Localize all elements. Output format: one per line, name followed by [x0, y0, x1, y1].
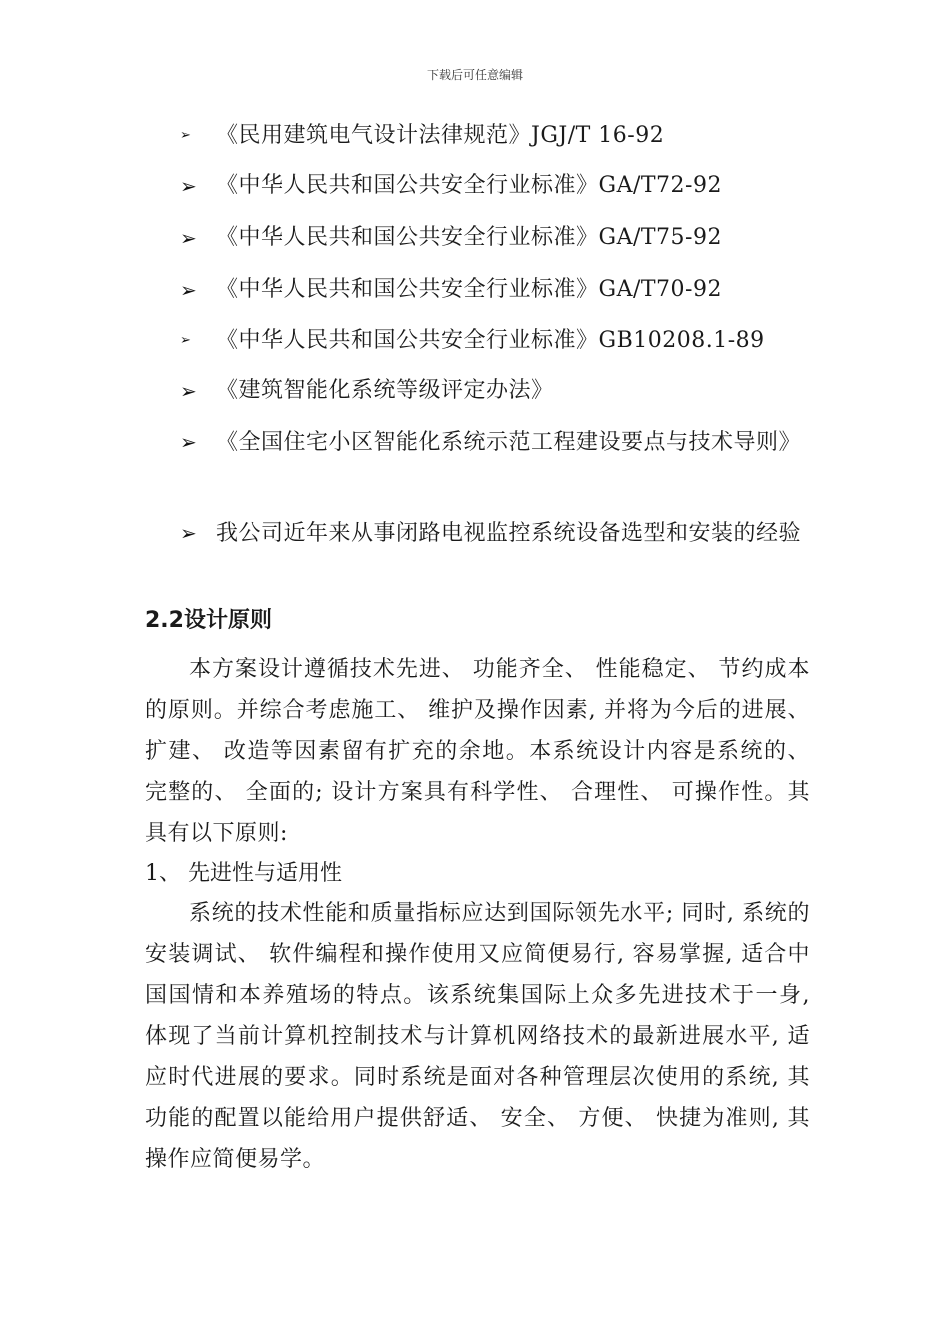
- intro-paragraph: 本方案设计遵循技术先进、 功能齐全、 性能稳定、 节约成本的原则。并综合考虑施工、 维护及操作因素, 并将为今后的进展、 扩建、 改造等因素留有扩充的余地。本系统设计内容是系统的、 完整的、 全面的; 设计方案具有科学性、 合理性、 可操作性。其具有以下原则:: [145, 657, 810, 846]
- list-item-text: 《民用建筑电气设计法律规范》JGJ/T 16-92: [216, 123, 665, 148]
- list-item-text: 我公司近年来从事闭路电视监控系统设备选型和安装的经验: [216, 521, 802, 546]
- list-item-text: 《中华人民共和国公共安全行业标准》GA/T70-92: [216, 277, 722, 302]
- principle-paragraph: 系统的技术性能和质量指标应达到国际领先水平; 同时, 系统的安装调试、 软件编程和操作使用又应简便易行, 容易掌握, 适合中国国情和本养殖场的特点。该系统集国际上众多先进技术于一身, 体现了当前计算机控制技术与计算机网络技术的最新进展水平, 适应时代进展的要求。同时系统是面对各种管理层次使用的系统, 其功能的配置以能给用户提供舒适、 安全、 方便、 快捷为准则, 其操作应简便易学。: [145, 901, 810, 1172]
- arrow-bullet-icon: ➢: [180, 333, 191, 348]
- arrow-bullet-icon: ➢: [180, 278, 197, 302]
- arrow-bullet-icon: ➢: [180, 174, 197, 198]
- arrow-bullet-icon: ➢: [180, 128, 191, 143]
- arrow-bullet-icon: ➢: [180, 226, 197, 250]
- arrow-bullet-icon: ➢: [180, 521, 197, 545]
- list-item-text: 《中华人民共和国公共安全行业标准》GA/T75-92: [216, 225, 722, 250]
- list-item-text: 《全国住宅小区智能化系统示范工程建设要点与技术导则》: [216, 430, 802, 455]
- list-item-text: 《建筑智能化系统等级评定办法》: [216, 378, 554, 403]
- principle-heading: 1、 先进性与适用性: [145, 861, 342, 886]
- list-item-text: 《中华人民共和国公共安全行业标准》GA/T72-92: [216, 173, 722, 198]
- arrow-bullet-icon: ➢: [180, 379, 197, 403]
- list-item-text: 《中华人民共和国公共安全行业标准》GB10208.1-89: [216, 328, 765, 353]
- page-header: 下载后可任意编辑: [426, 68, 523, 82]
- section-heading: 2.2设计原则: [145, 608, 272, 633]
- arrow-bullet-icon: ➢: [180, 430, 197, 454]
